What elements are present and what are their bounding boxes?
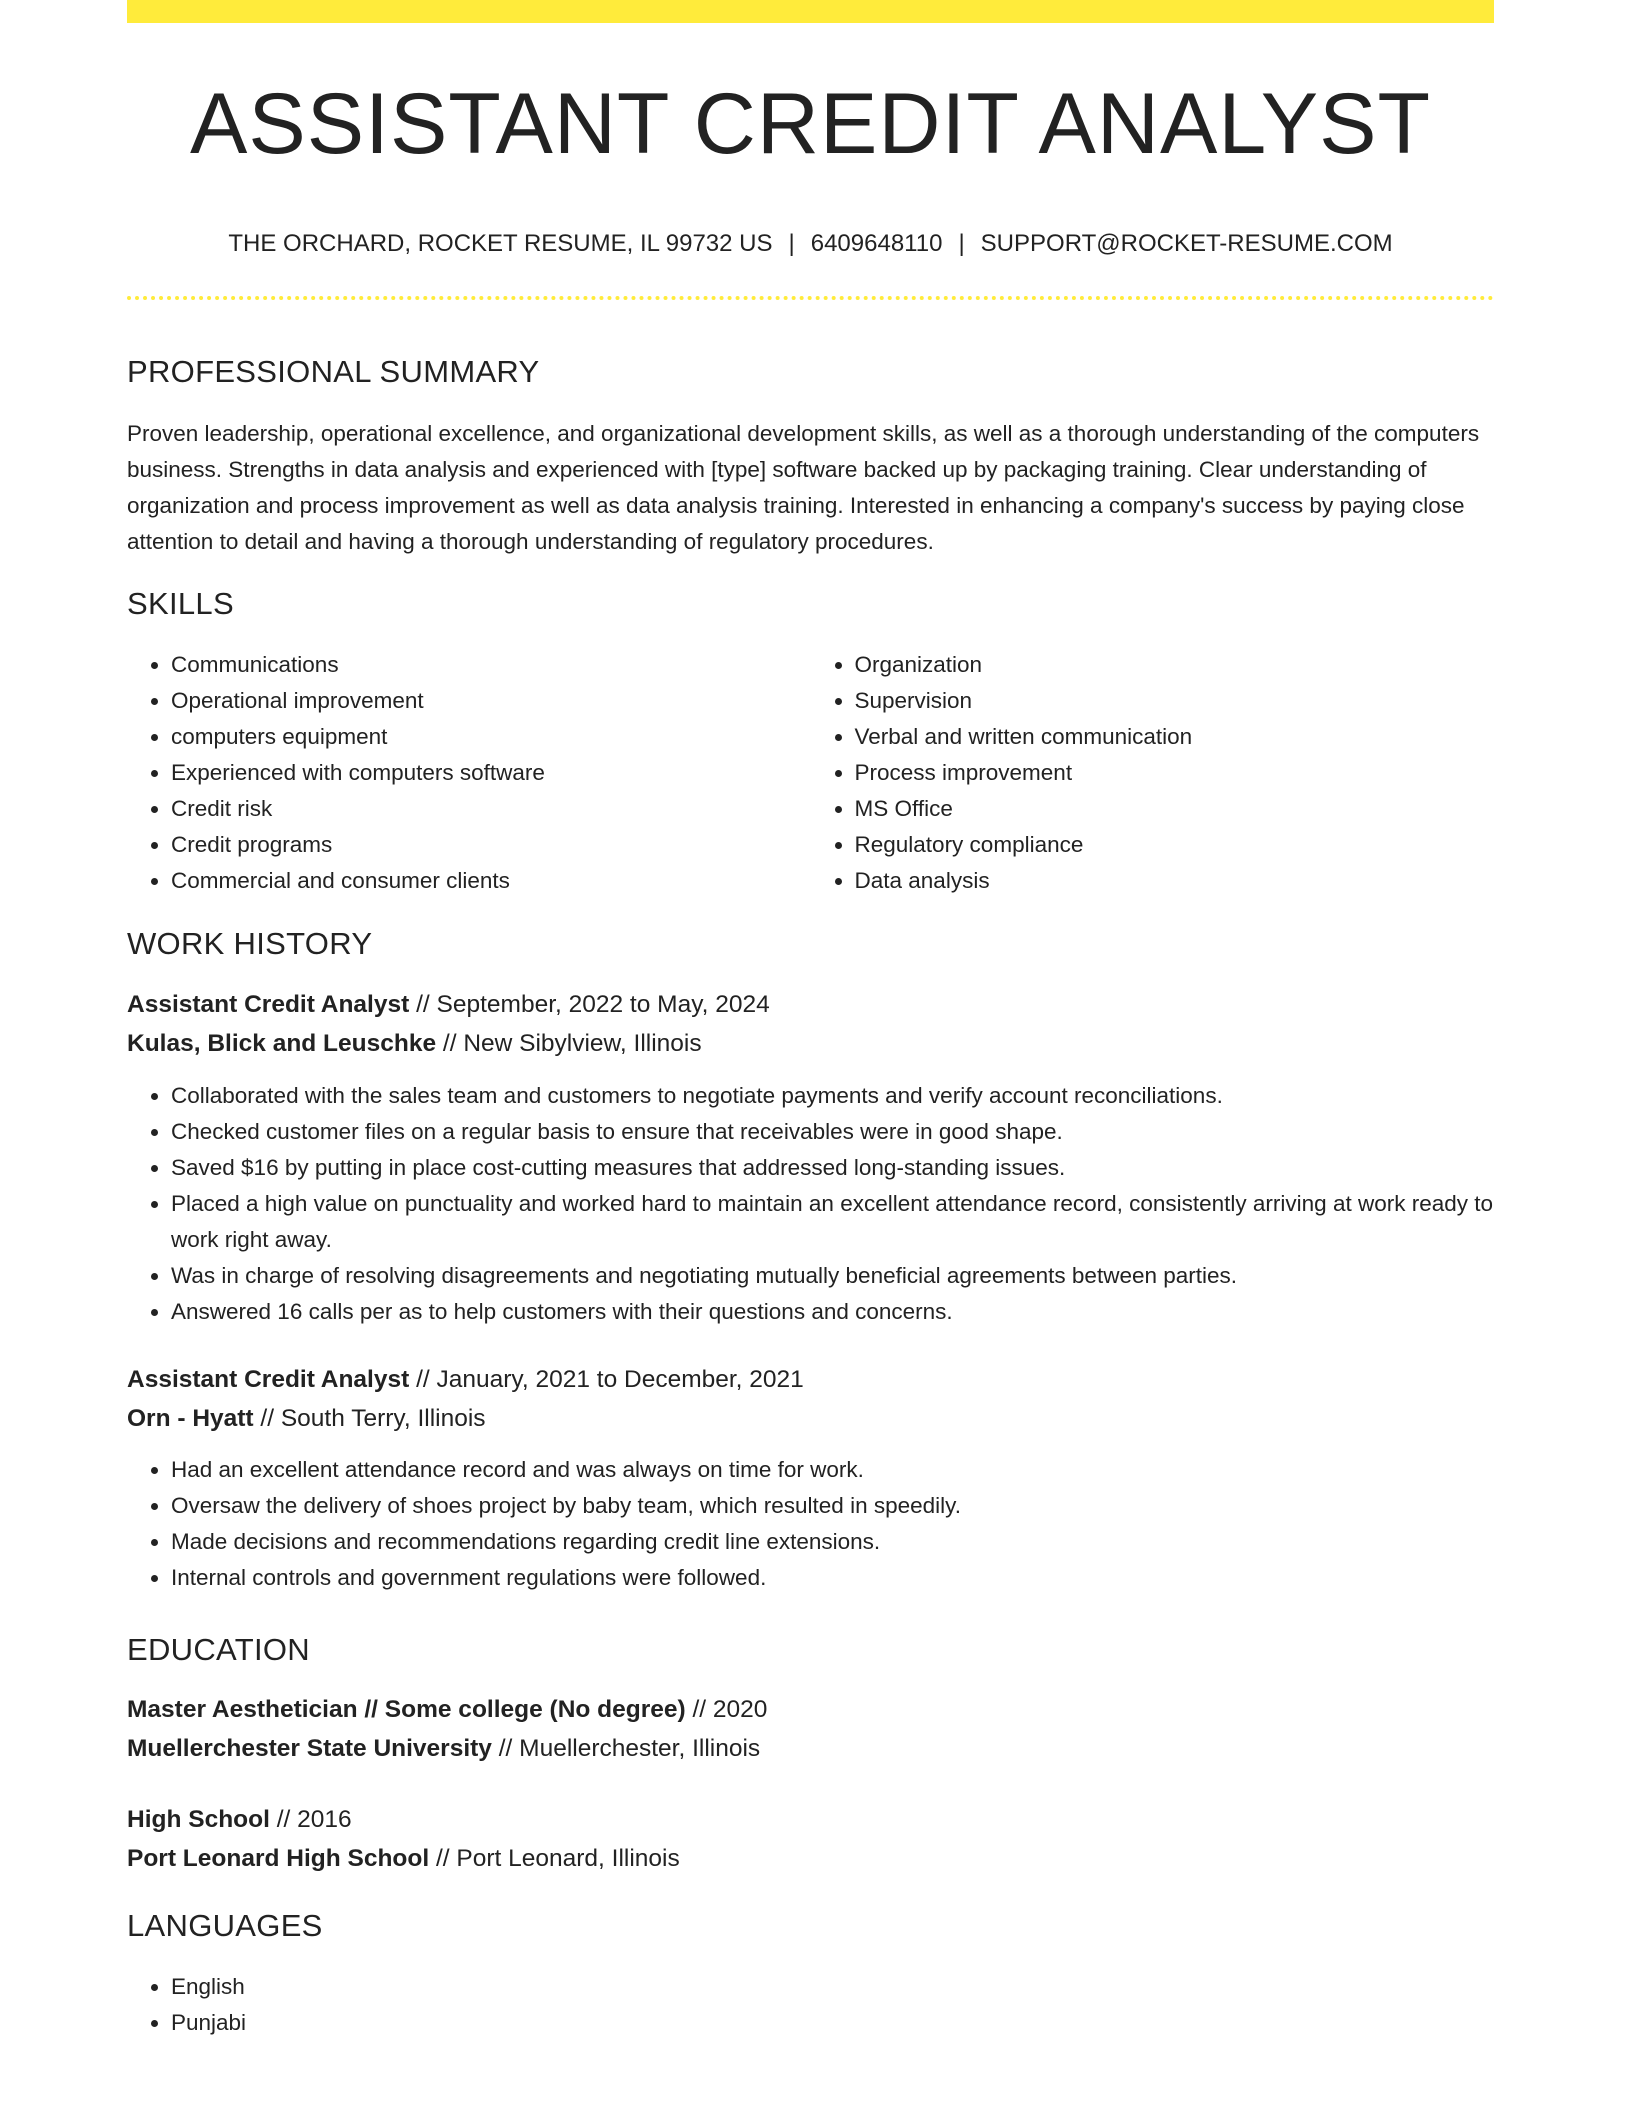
summary-section xyxy=(127,356,1494,560)
skill-item: • Verbal and written communication xyxy=(855,719,1495,755)
job-bullet: • Answered 16 calls per as to help customers with their questions and concerns. xyxy=(171,1294,1494,1330)
job-title: Assistant Credit Analyst xyxy=(127,991,410,1018)
education-year: // 2020 xyxy=(685,1696,768,1723)
job-bullet: • Was in charge of resolving disagreements and negotiating mutually beneficial agreements between parties. xyxy=(171,1258,1494,1294)
job-bullet: • Made decisions and recommendations regarding credit line extensions. xyxy=(171,1524,1494,1560)
dotted-divider xyxy=(127,296,1494,300)
education-school: Port Leonard High School xyxy=(127,1845,430,1872)
education-degree: High School xyxy=(127,1806,270,1833)
job-title: Assistant Credit Analyst xyxy=(127,1366,410,1393)
skill-item: • Commercial and consumer clients xyxy=(171,863,811,899)
education-entry xyxy=(127,1800,1494,1878)
skill-item: • Organization xyxy=(855,647,1495,683)
languages-section xyxy=(127,1910,1494,2041)
job-company: Kulas, Blick and Leuschke xyxy=(127,1030,437,1057)
education-location: // Muellerchester, Illinois xyxy=(491,1735,761,1762)
contact-address: THE ORCHARD, ROCKET RESUME, IL 99732 US xyxy=(228,230,773,257)
job-bullet: • Checked customer files on a regular basis to ensure that receivables were in good shape. xyxy=(171,1114,1494,1150)
education-section xyxy=(127,1634,1494,1665)
language-item: • English xyxy=(171,1969,1494,2005)
job-bullet: • Oversaw the delivery of shoes project by baby team, which resulted in speedily. xyxy=(171,1488,1494,1524)
skill-item: • Regulatory compliance xyxy=(855,827,1495,863)
skill-item: • Process improvement xyxy=(855,755,1495,791)
job-company-line xyxy=(127,1399,1494,1438)
contact-separator: | xyxy=(958,230,965,257)
education-school-line xyxy=(127,1839,1494,1878)
education-school: Muellerchester State University xyxy=(127,1735,492,1762)
job-dates: // January, 2021 to December, 2021 xyxy=(409,1366,804,1393)
job-bullet: • Placed a high value on punctuality and worked hard to maintain an excellent attendance record, consistently arriving at work ready to work right away. xyxy=(171,1186,1494,1258)
job-entry xyxy=(127,985,1494,1330)
section-heading-languages: LANGUAGES xyxy=(127,1908,323,1943)
resume-page xyxy=(127,0,1494,2035)
skill-item: • Supervision xyxy=(855,683,1495,719)
education-degree-line xyxy=(127,1690,1494,1729)
education-entry xyxy=(127,1690,1494,1768)
section-heading-education: EDUCATION xyxy=(127,1632,310,1667)
skills-list-right xyxy=(811,647,1495,899)
skill-item: • Experienced with computers software xyxy=(171,755,811,791)
skill-item: • Communications xyxy=(171,647,811,683)
languages-list xyxy=(127,1969,1494,2041)
education-degree: Master Aesthetician // Some college (No degree) xyxy=(127,1696,686,1723)
job-title-line xyxy=(127,985,1494,1024)
section-heading-work: WORK HISTORY xyxy=(127,926,373,961)
job-company-line xyxy=(127,1024,1494,1063)
section-heading-summary: PROFESSIONAL SUMMARY xyxy=(127,354,540,389)
contact-separator: | xyxy=(788,230,795,257)
job-bullet: • Internal controls and government regulations were followed. xyxy=(171,1560,1494,1596)
job-bullet: • Had an excellent attendance record and was always on time for work. xyxy=(171,1452,1494,1488)
education-year: // 2016 xyxy=(269,1806,352,1833)
job-bullet: • Saved $16 by putting in place cost-cutting measures that addressed long-standing issues. xyxy=(171,1150,1494,1186)
job-bullets xyxy=(127,1078,1494,1330)
contact-line xyxy=(127,232,1494,256)
skill-item: • computers equipment xyxy=(171,719,811,755)
skills-columns xyxy=(127,647,1494,899)
contact-phone: 6409648110 xyxy=(810,230,943,257)
skills-section xyxy=(127,588,1494,899)
skill-item: • Credit programs xyxy=(171,827,811,863)
job-company: Orn - Hyatt xyxy=(127,1405,254,1432)
skills-list-left xyxy=(127,647,811,899)
job-location: // South Terry, Illinois xyxy=(253,1405,486,1432)
skill-item: • Operational improvement xyxy=(171,683,811,719)
job-dates: // September, 2022 to May, 2024 xyxy=(409,991,770,1018)
education-degree-line xyxy=(127,1800,1494,1839)
summary-text: Proven leadership, operational excellence, and organizational development skills, as well as a thorough understanding of the computers business. Strengths in data analysis and experienced with [type] software backed up by packaging training. Clear understanding of organization and process improvement as well as data analysis training. Interested in enhancing a company's success by paying close attention to detail and having a thorough understanding of regulatory procedures. xyxy=(127,421,1480,554)
job-location: // New Sibylview, Illinois xyxy=(436,1030,702,1057)
skill-item: • Data analysis xyxy=(855,863,1495,899)
language-item: • Punjabi xyxy=(171,2005,1494,2041)
job-entry xyxy=(127,1360,1494,1596)
education-school-line xyxy=(127,1729,1494,1768)
work-section xyxy=(127,928,1494,959)
job-title-line xyxy=(127,1360,1494,1399)
education-location: // Port Leonard, Illinois xyxy=(429,1845,680,1872)
section-heading-skills: SKILLS xyxy=(127,586,234,621)
resume-title: ASSISTANT CREDIT ANALYST xyxy=(189,76,1432,172)
job-bullet: • Collaborated with the sales team and customers to negotiate payments and verify account reconciliations. xyxy=(171,1078,1494,1114)
job-bullets xyxy=(127,1452,1494,1596)
contact-email[interactable]: SUPPORT@ROCKET-RESUME.COM xyxy=(980,230,1393,257)
skill-item: • Credit risk xyxy=(171,791,811,827)
accent-top-bar xyxy=(127,0,1494,23)
skill-item: • MS Office xyxy=(855,791,1495,827)
